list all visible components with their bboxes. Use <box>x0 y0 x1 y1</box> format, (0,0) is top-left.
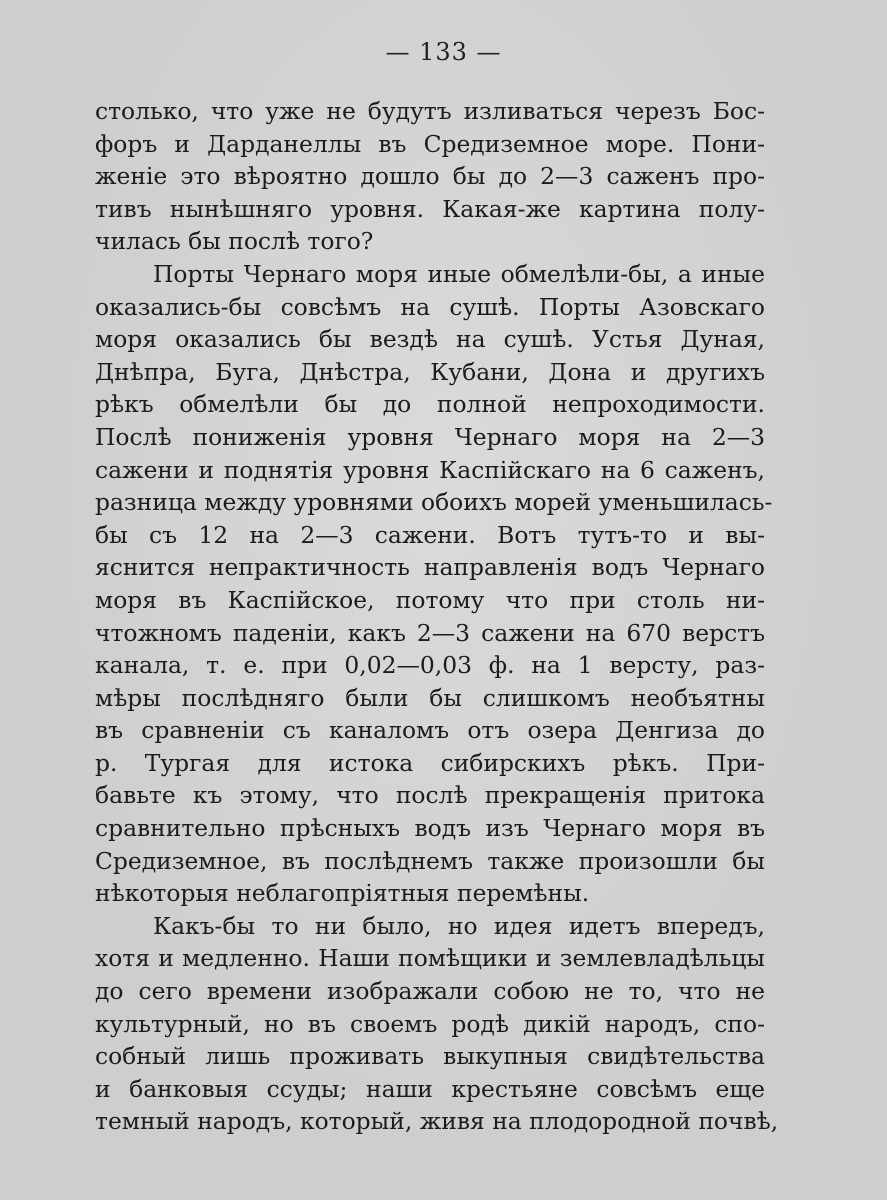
text-line: рѣкъ обмелѣли бы до полной непроходимости. <box>95 390 765 419</box>
text-line: бы съ 12 на 2—3 сажени. Вотъ тутъ-то и вы- <box>95 520 765 549</box>
text-line: Какъ-бы то ни было, но идея идетъ впередъ, <box>153 911 765 940</box>
text-line: разница между уровнями обоихъ морей уменьшилась- <box>95 488 773 517</box>
text-line: сажени и поднятія уровня Каспійскаго на 6 саженъ, <box>95 455 765 484</box>
text-line: Средиземное, въ послѣднемъ также произошли бы <box>95 846 765 875</box>
text-line: Днѣпра, Буга, Днѣстра, Кубани, Дона и другихъ <box>95 357 765 386</box>
text-line: сравнительно прѣсныхъ водъ изъ Чернаго моря въ <box>95 814 765 843</box>
text-line: собный лишь проживать выкупныя свидѣтельства <box>95 1042 765 1071</box>
text-line: моря въ Каспійское, потому что при столь ни- <box>95 585 765 614</box>
text-line: тивъ нынѣшняго уровня. Какая-же картина полу- <box>95 194 765 223</box>
text-line: темный народъ, который, живя на плодородной почвѣ, <box>95 1107 779 1136</box>
text-line: чтожномъ паденіи, какъ 2—3 сажени на 670 верстъ <box>95 618 765 647</box>
text-line: въ сравненіи съ каналомъ отъ озера Денгиза до <box>95 716 765 745</box>
text-line: женіе это вѣроятно дошло бы до 2—3 саженъ про- <box>95 162 765 191</box>
text-line: р. Тургая для истока сибирскихъ рѣкъ. При- <box>95 748 765 777</box>
text-line: канала, т. е. при 0,02—0,03 ф. на 1 версту, раз- <box>95 651 765 680</box>
text-line: бавьте къ этому, что послѣ прекращенія притока <box>95 781 765 810</box>
text-line: форъ и Дарданеллы въ Средиземное море. Пони- <box>95 129 765 158</box>
text-line: Порты Чернаго моря иные обмелѣли-бы, а иные <box>153 259 765 288</box>
text-line: столько, что уже не будутъ изливаться черезъ Бос- <box>95 97 765 125</box>
text-line: оказались-бы совсѣмъ на сушѣ. Порты Азовскаго <box>95 292 765 321</box>
text-line: Послѣ пониженія уровня Чернаго моря на 2—3 <box>95 422 765 451</box>
page-number: — 133 — <box>385 38 502 66</box>
text-line: чилась бы послѣ того? <box>95 227 374 256</box>
text-line: до сего времени изображали собою не то, что не <box>95 977 765 1006</box>
text-line: моря оказались бы вездѣ на сушѣ. Устья Дуная, <box>95 325 765 354</box>
text-line: нѣкоторыя неблагопріятныя перемѣны. <box>95 879 590 908</box>
body-text <box>95 95 779 1138</box>
text-line: и банковыя ссуды; наши крестьяне совсѣмъ еще <box>95 1074 765 1103</box>
text-line: яснится непрактичность направленія водъ Чернаго <box>95 553 765 582</box>
text-line: хотя и медленно. Наши помѣщики и землевладѣльцы <box>95 944 765 973</box>
text-line: мѣры послѣдняго были бы слишкомъ необъятны <box>95 683 765 712</box>
text-line: культурный, но въ своемъ родѣ дикій народъ, спо- <box>95 1009 765 1038</box>
